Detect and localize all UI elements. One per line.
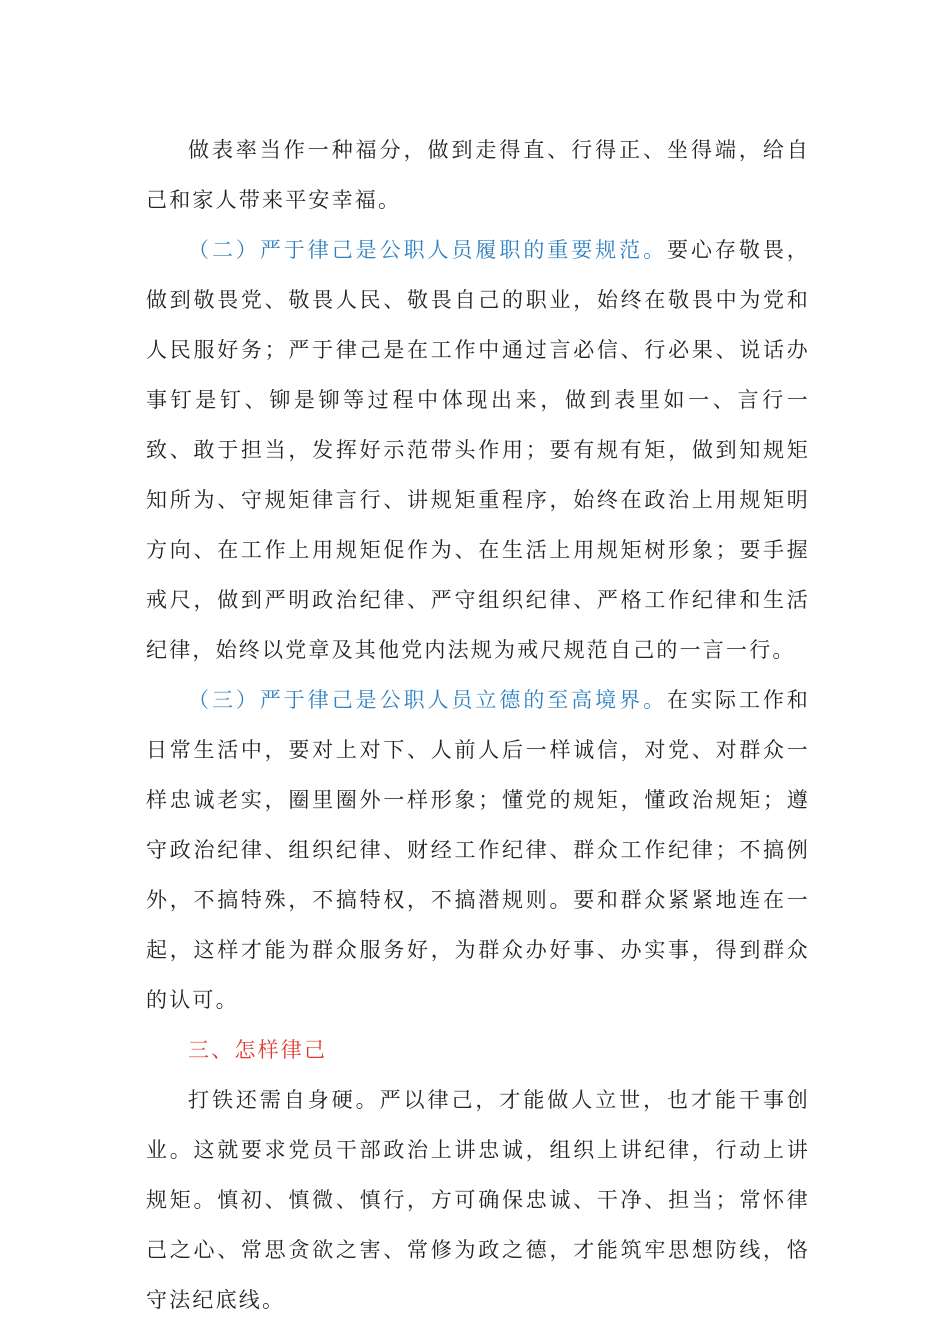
subheading-3: （三）严于律己是公职人员立德的至高境界。 — [188, 688, 668, 712]
paragraph-1-text: 做表率当作一种福分，做到走得直、行得正、坐得端，给自己和家人带来平安幸福。 — [146, 138, 810, 212]
document-page — [146, 125, 810, 1325]
paragraph-4-text: 打铁还需自身硬。严以律己，才能做人立世，也才能干事创业。这就要求党员干部政治上讲忠诚，组织上讲纪律，行动上讲规矩。慎初、慎微、慎行，方可确保忠诚、干净、担当；常怀律己之心、常思贪欲之害、常修为政之德，才能筑牢思想防线，恪守法纪底线。 — [146, 1088, 810, 1312]
paragraph-3-body: 在实际工作和日常生活中，要对上对下、人前人后一样诚信，对党、对群众一样忠诚老实，圈里圈外一样形象；懂党的规矩，懂政治规矩；遵守政治纪律、组织纪律、财经工作纪律、群众工作纪律；不搞例外，不搞特殊，不搞特权，不搞潜规则。要和群众紧紧地连在一起，这样才能为群众服务好，为群众办好事、办实事，得到群众的认可。 — [146, 688, 811, 1012]
paragraph-2 — [146, 225, 810, 675]
subheading-2: （二）严于律己是公职人员履职的重要规范。 — [188, 238, 668, 262]
paragraph-4 — [146, 1075, 810, 1325]
section-heading: 三、怎样律己 — [188, 1038, 328, 1062]
paragraph-1 — [146, 125, 810, 225]
paragraph-2-body: 要心存敬畏，做到敬畏党、敬畏人民、敬畏自己的职业，始终在敬畏中为党和人民服好务；严于律己是在工作中通过言必信、行必果、说话办事钉是钉、铆是铆等过程中体现出来，做到表里如一、言行一致、敢于担当，发挥好示范带头作用；要有规有矩，做到知规矩知所为、守规矩律言行、讲规矩重程序，始终在政治上用规矩明方向、在工作上用规矩促作为、在生活上用规矩树形象；要手握戒尺，做到严明政治纪律、严守组织纪律、严格工作纪律和生活纪律，始终以党章及其他党内法规为戒尺规范自己的一言一行。 — [146, 238, 811, 662]
section-heading-paragraph — [146, 1025, 810, 1075]
paragraph-3 — [146, 675, 810, 1025]
